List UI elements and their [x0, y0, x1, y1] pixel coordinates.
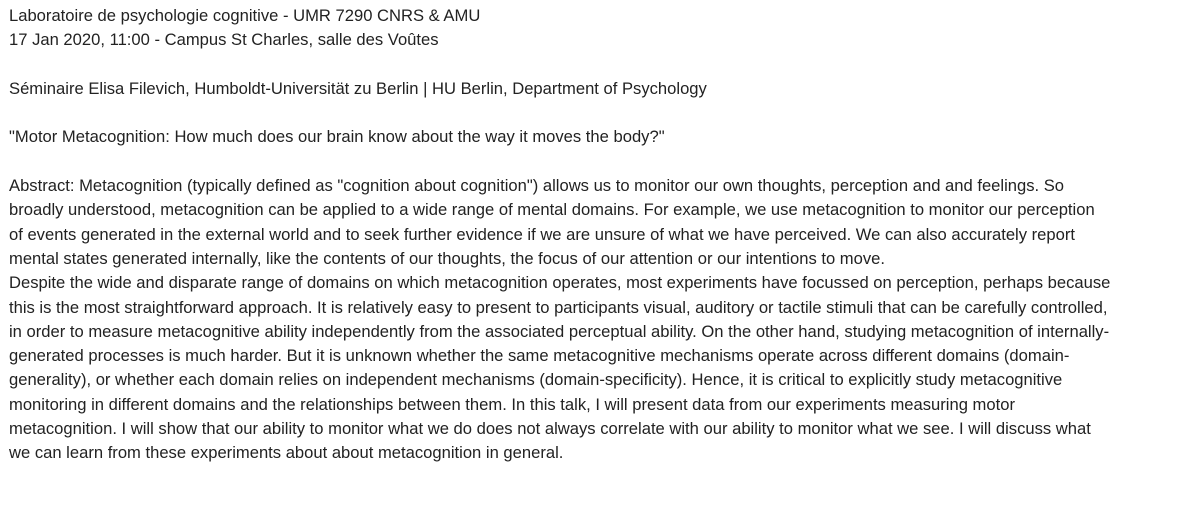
- abstract-line: generated processes is much harder. But it is unknown whether the same metacognitive mechanisms operate across different domains (domain-: [9, 346, 1070, 366]
- spacer: [9, 53, 1195, 77]
- speaker-line: Séminaire Elisa Filevich, Humboldt-Universität zu Berlin | HU Berlin, Department of Psychology: [9, 78, 707, 98]
- abstract: [9, 174, 1195, 466]
- lab-name: Laboratoire de psychologie cognitive - UMR 7290 CNRS & AMU: [9, 6, 481, 25]
- abstract-line: metacognition. I will show that our ability to monitor what we do does not always correlate with our ability to monitor what we see. I will discuss what: [9, 419, 1091, 439]
- abstract-line: mental states generated internally, like the contents of our thoughts, the focus of our attention or our intentions to move.: [9, 248, 885, 268]
- spacer: [9, 101, 1195, 125]
- seminar-announcement: [9, 4, 1195, 466]
- talk-title: "Motor Metacognition: How much does our brain know about the way it moves the body?": [9, 127, 665, 147]
- date-time-location: 17 Jan 2020, 11:00 - Campus St Charles, salle des Voûtes: [9, 30, 439, 50]
- abstract-line: we can learn from these experiments about about metacognition in general.: [9, 443, 564, 463]
- spacer: [9, 150, 1195, 174]
- abstract-line: Despite the wide and disparate range of domains on which metacognition operates, most experiments have focussed on perception, perhaps because: [9, 273, 1111, 293]
- abstract-line: of events generated in the external world and to seek further evidence if we are unsure of what we have perceived. We can also accurately report: [9, 224, 1075, 244]
- abstract-line: monitoring in different domains and the relationships between them. In this talk, I will present data from our experiments measuring motor: [9, 394, 1015, 414]
- abstract-line: Abstract: Metacognition (typically defined as "cognition about cognition") allows us to monitor our own thoughts, perception and and feelings. So: [9, 176, 1065, 196]
- abstract-line: broadly understood, metacognition can be applied to a wide range of mental domains. For example, we use metacognition to monitor our perception: [9, 200, 1095, 220]
- abstract-line: generality), or whether each domain relies on independent mechanisms (domain-specificity). Hence, it is critical to explicitly study metacognitive: [9, 370, 1063, 390]
- abstract-line: in order to measure metacognitive ability independently from the associated perceptual ability. On the other hand, studying metacognition of internally-: [9, 321, 1110, 341]
- abstract-line: this is the most straightforward approach. It is relatively easy to present to participants visual, auditory or tactile stimuli that can be carefully controlled,: [9, 297, 1108, 317]
